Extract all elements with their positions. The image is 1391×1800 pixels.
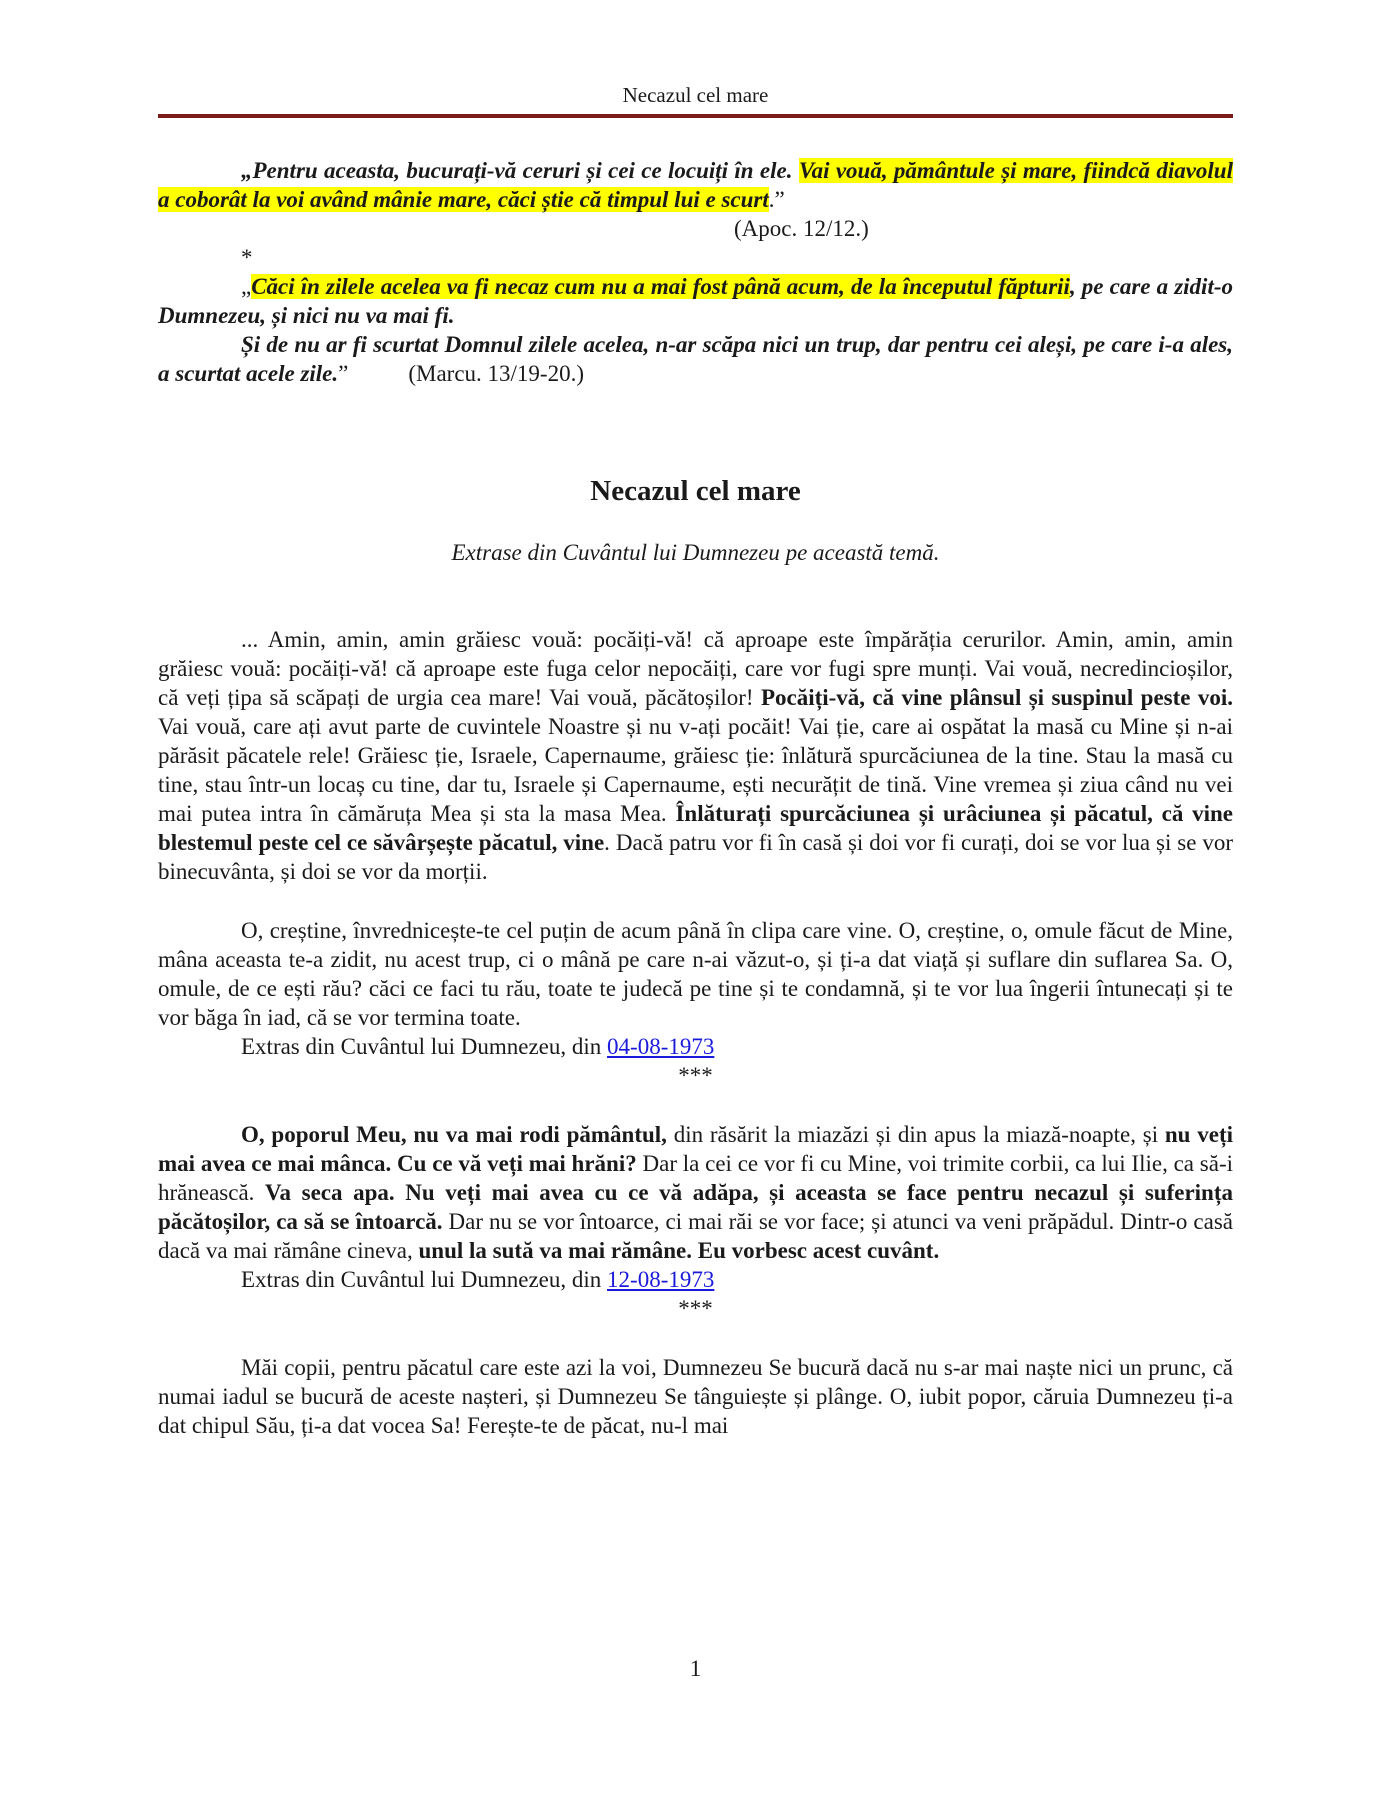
para1-bold-2: Înlăturați spurcăciunea și urâciunea și păcatul, că vine blestemul peste cel ce săvârșește păcatul, vine [158,801,1234,855]
section-separator-2: *** [678,1296,713,1321]
para3-text-1: din răsărit la miazăzi și din apus la miază-noapte, și [666,1122,1165,1147]
paragraph-2: O, creștine, învrednicește-te cel puțin de acum până în clipa care vine. O, creștine, o, omule făcut de Mine, mâna aceasta te-a zidit, nu acest trup, ci o mână pe care n-ai văzut-o, și ți-a dat viață și suflare din suflarea Sa. O, omule, de ce ești rău? căci ce faci tu rău, toate te judecă pe tine și te condamnă, și te vor lua îngerii întunecați și te vor băga în iad, că se vor termina toate. [158,918,1233,1030]
extract-source-1-text: Extras din Cuvântul lui Dumnezeu, din [241,1034,608,1059]
header-rule [158,114,1233,118]
running-header: Necazul cel mare [622,83,769,107]
quote-apoc-plain: „Pentru aceasta, bucurați-vă ceruri și cei ce locuiți în ele. [241,158,799,183]
extract-date-link-2[interactable]: 12-08-1973 [607,1267,715,1292]
paragraph-1 [158,625,1233,886]
quote-apoc-end: .” [768,187,785,212]
page-content [158,156,1233,1440]
extract-source-2-text: Extras din Cuvântul lui Dumnezeu, din [241,1267,608,1292]
quote-marcu-highlight: Căci în zilele acelea va fi necaz cum nu a mai fost până acum, de la începutul făpturii [251,274,1070,299]
para3-bold-3: Va seca apa. Nu veți mai avea cu ce vă adăpa, și aceasta se face pentru necazul și suferința păcătoșilor, ca să se întoarcă. [158,1180,1234,1234]
para1-text-3: . Dacă patru vor fi în casă și doi vor fi curați, doi se vor lua și se vor binecuvânta, și doi se vor da morții. [158,830,1233,884]
quote-apoc-highlight: Vai vouă, pământule și mare, fiindcă diavolul a coborât la voi având mânie mare, căci știe că timpul lui e scurt [158,158,1233,212]
page-subtitle: Extrase din Cuvântul lui Dumnezeu pe această temă. [451,540,940,565]
quote-marcu-open: „ [241,274,252,299]
para1-text-1: ... Amin, amin, amin grăiesc vouă: pocăiți-vă! că aproape este împărăția cerurilor. Amin, amin, amin grăiesc vouă: pocăiți-vă! că aproape este fuga celor nepocăiți, care vor fugi spre munți. Vai vouă, necredincioșilor, că veți țipa să scăpați de urgia cea mare! Vai vouă, păcătoșilor! [158,627,1233,710]
para3-bold-4: unul la sută va mai rămâne. Eu vorbesc acest cuvânt. [418,1238,940,1263]
quote-marcu-reference: (Marcu. 13/19-20.) [408,361,585,386]
paragraph-4: Măi copii, pentru păcatul care este azi la voi, Dumnezeu Se bucură dacă nu s-ar mai naște nici un prunc, că numai iadul se bucură de aceste nașteri, și Dumnezeu Se tânguiește și plânge. O, iubit popor, căruia Dumnezeu ți-a dat chipul Său, ți-a dat vocea Sa! Ferește-te de păcat, nu-l mai [158,1355,1233,1438]
separator-star: * [241,245,253,270]
quote-marcu-close: ” [338,361,349,386]
spacer [158,1323,1233,1353]
spacer [158,886,1233,916]
quote-marcu [158,272,1233,330]
spacer [158,1090,1233,1120]
para1-bold-1: Pocăiți-vă, că vine plânsul și suspinul peste voi. [760,685,1233,710]
quote-marcu-line2 [158,330,1233,388]
spacer [158,567,1233,625]
extract-source-2 [158,1265,1233,1294]
extract-date-link-1[interactable]: 04-08-1973 [607,1034,715,1059]
paragraph-3 [158,1120,1233,1265]
quote-apoc [158,156,1233,214]
quote-apoc-reference: (Apoc. 12/12.) [734,216,869,241]
page-number: 1 [689,1656,702,1681]
page-title: Necazul cel mare [590,475,801,507]
quote-marcu-line2-text: Și de nu ar fi scurtat Domnul zilele acelea, n-ar scăpa nici un trup, dar pentru cei aleși, pe care i-a ales, a scurtat acele zile. [158,332,1233,386]
section-separator-1: *** [678,1063,713,1088]
extract-source-1 [158,1032,1233,1061]
para1-text-2: Vai vouă, care ați avut parte de cuvintele Noastre și nu v-ați pocăit! Vai ție, care ai ospătat la masă cu Mine și n-ai părăsit păcatele rele! Grăiesc ție, Israele, Capernaume, grăiesc ție: înlătură spurcăciunea de la tine. Stau la masă cu tine, stau într-un locaș cu tine, dar tu, Israele și Capernaume, ești necurățit de tină. Vine vremea și ziua când nu vei mai putea intra în cămăruța Mea și sta la masa Mea. [158,714,1233,826]
para3-bold-2: nu veți mai avea ce mai mânca. Cu ce vă veți mai hrăni? [158,1122,1233,1176]
para3-bold-1: O, poporul Meu, nu va mai rodi pământul, [241,1122,667,1147]
para3-text-3: Dar nu se vor întoarce, ci mai răi se vor face; și atunci va veni prăpădul. Dintr-o casă dacă va mai rămâne cineva, [158,1209,1233,1263]
para3-text-2: Dar la cei ce vor fi cu Mine, voi trimite corbii, ca lui Ilie, ca să-i hrănească. [158,1151,1233,1205]
quote-marcu-rest: , pe care a zidit-o Dumnezeu, și nici nu va mai fi. [158,274,1233,328]
